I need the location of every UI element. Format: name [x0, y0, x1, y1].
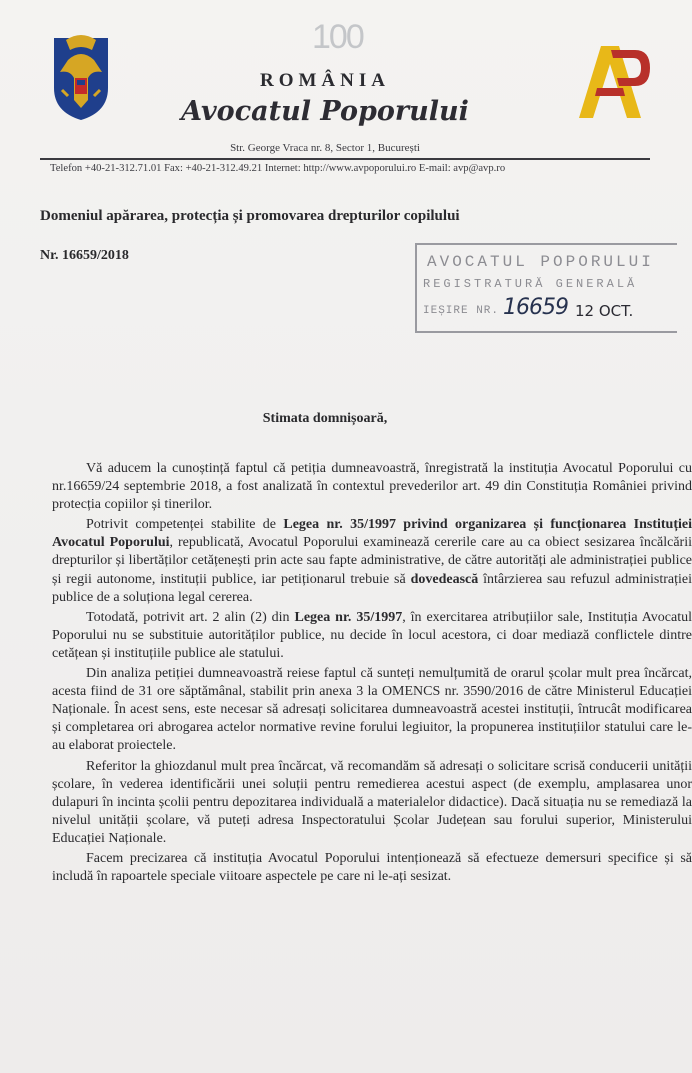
paragraph-2 — [52, 516, 692, 606]
stamp-handwritten-number: 16659 — [503, 295, 568, 320]
text-span: , republicată, Avocatul Poporului examinează cererile care au ca obiect sesizarea încălcării drepturilor și libertăților cetățenești prin acte sau fapte administrative, de către autorități ale administrației publice și regii autonome, instituții publice, iar petiționarul trebuie să — [52, 535, 692, 587]
text-span: Totodată, potrivit art. 2 alin (2) din — [86, 609, 295, 625]
institution-name: Avocatul Poporului — [181, 96, 469, 127]
contact-line: Telefon +40-21-312.71.01 Fax: +40-21-312.49.21 Internet: http://www.avpoporului.ro E-mail: avp@avp.ro — [50, 163, 506, 174]
text-span: , în exercitarea atribuțiilor sale, Instituția Avocatul Poporului nu se substituie autorităților publice, nu decide în locul acestora, ci doar mediază conflictele dintre cetățean și instituțiile publice ale statului. — [52, 609, 692, 661]
text-span: întârzierea sau refuzul administrației publice de a soluționa legal cererea. — [52, 571, 692, 605]
country-heading: ROMÂNIA — [260, 70, 390, 91]
stamp-exit-label: IEȘIRE NR. — [423, 305, 500, 317]
emphasis: dovedească — [410, 571, 479, 587]
paragraph-3 — [52, 609, 692, 663]
paragraph-5: Referitor la ghiozdanul mult prea încărcat, vă recomandăm să adresați o solicitare scrisă conducerii unității școlare, în vederea identificării unei soluții pentru remedierea acestui aspect (de exemplu, amplasarea unor dulapuri în incinta școlii pentru depozitarea individuală a materialelor didactice). Dacă situația nu se remediază la nivelul unității școlare, vă puteți adresa Inspectoratului Școlar Județean sau forului superior, Ministerului Educației Naționale. — [52, 758, 692, 846]
registry-stamp — [415, 243, 677, 333]
reference-number: Nr. 16659/2018 — [40, 248, 129, 263]
paragraph-4: Din analiza petiției dumneavoastră reiese faptul că sunteți nemulțumită de orarul școlar mult prea încărcat, acesta fiind de 31 ore săptămânal, stabilit prin anexa 3 la OMENCS nr. 3590/2016 de către Ministerul Educației Naționale. În acest sens, este necesar să adresați solicitarea dumneavoastră acestei instituții, întrucât modificarea și completarea ori abrogarea actelor normative revine forului legiuitor, la propunerea instituțiilor statului care le-au elaborat proiectele. — [52, 666, 692, 754]
stamp-date: 12 OCT. — [575, 302, 634, 320]
stamp-institution: AVOCATUL POPORULUI — [427, 253, 654, 271]
law-reference: Legea nr. 35/1997 — [294, 609, 403, 625]
letter-body — [52, 460, 692, 888]
paragraph-6: Facem precizarea că instituția Avocatul Poporului intenționează să efectueze demersuri specifice și să includă în rapoartele speciale viitoare aspectele pe care ni le-ați sesizat. — [52, 850, 692, 885]
paragraph-1: Vă aducem la cunoștință faptul că petiția dumneavoastră, înregistrată la instituția Avocatul Poporului cu nr.16659/24 septembrie 2018, a fost analizată în contextul prevederilor art. 49 din Constituția României privind protecția copiilor și tinerilor. — [52, 461, 692, 513]
header-divider — [40, 158, 650, 160]
text-span: Potrivit competenței stabilite de — [86, 517, 284, 533]
salutation: Stimata domnișoară, — [262, 411, 388, 426]
centenary-logo: 100 — [312, 18, 363, 56]
domain-line: Domeniul apărarea, protecția și promovarea drepturilor copilului — [40, 208, 460, 224]
stamp-registry: REGISTRATURĂ GENERALĂ — [423, 277, 638, 291]
law-reference: Legea nr. 35/1997 privind organizarea și funcționarea Instituției Avocatul Poporului — [52, 517, 692, 551]
institution-address: Str. George Vraca nr. 8, Sector 1, București — [230, 142, 420, 154]
